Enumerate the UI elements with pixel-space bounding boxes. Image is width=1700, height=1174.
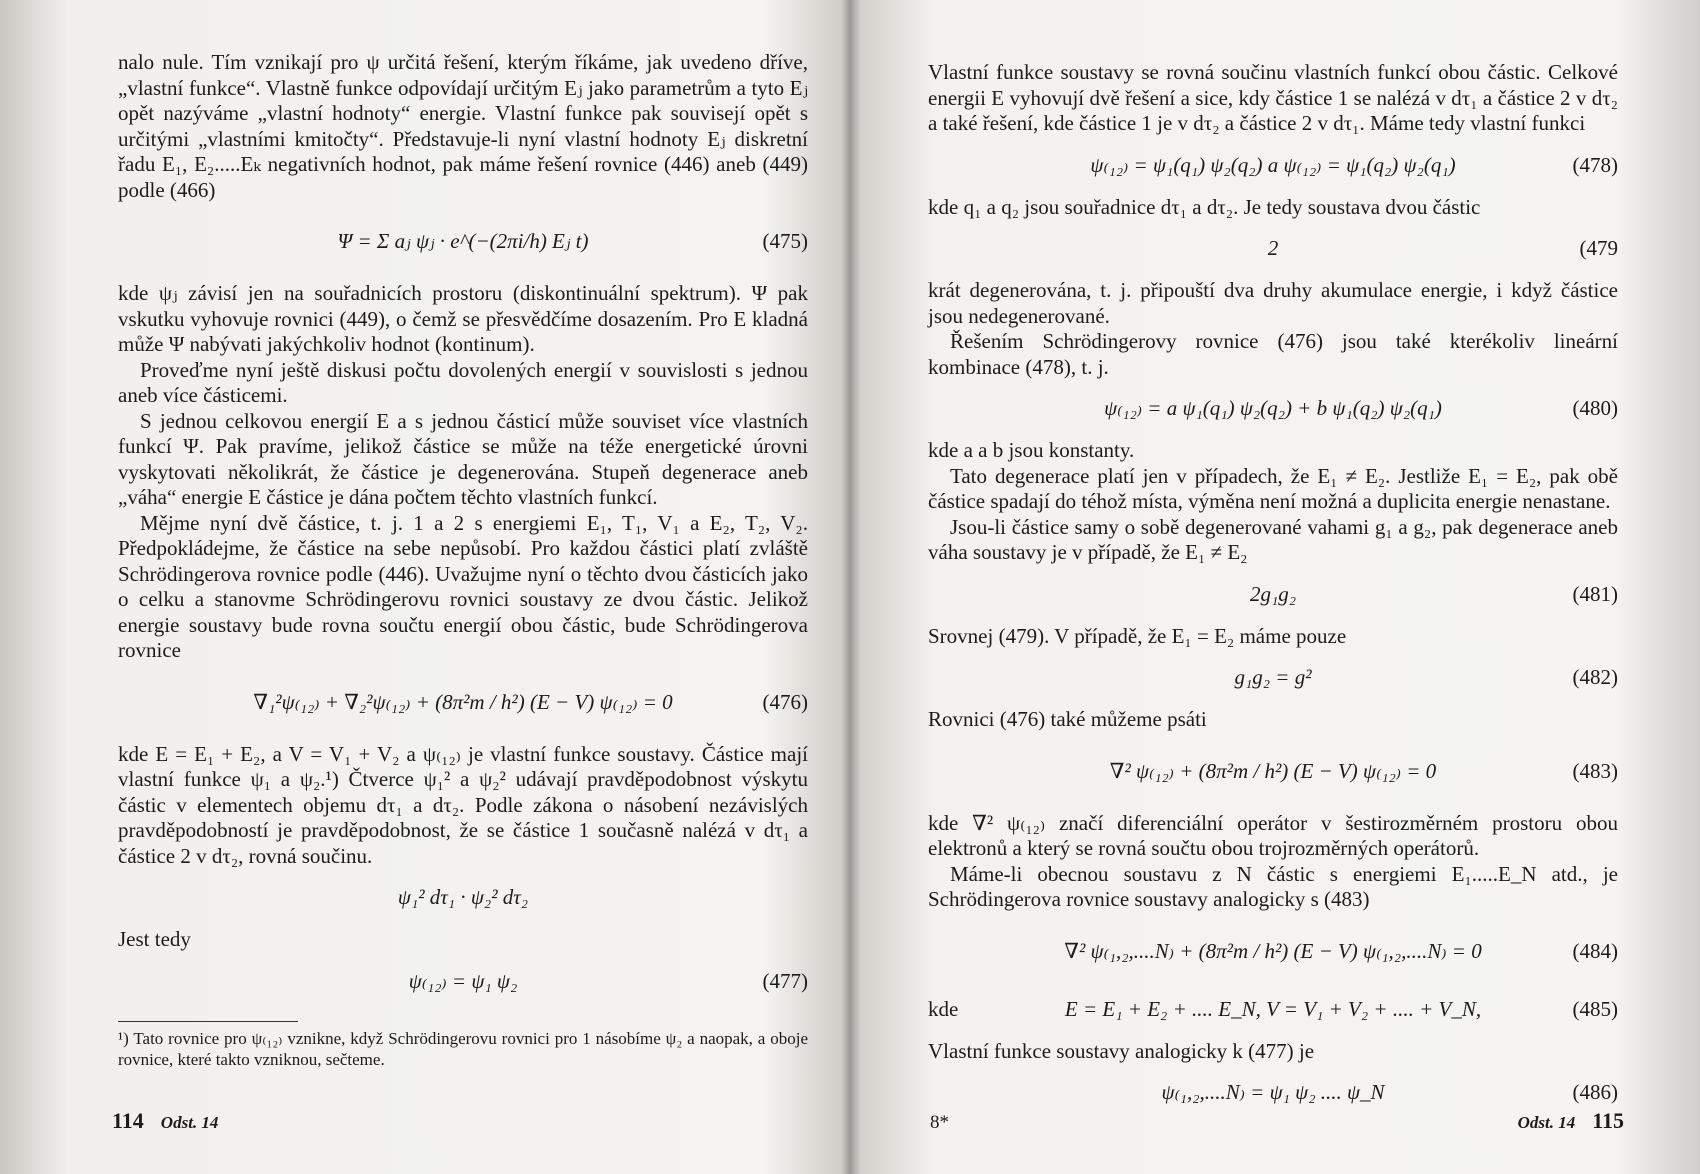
equation-number: (486) <box>1572 1080 1618 1104</box>
paragraph: Proveďme nyní ještě diskusi počtu dovolených energií v souvislosti s jednou aneb více částicemi. <box>118 357 808 407</box>
section-label: Odst. 14 <box>1517 1113 1576 1132</box>
equation-483 <box>928 743 1618 801</box>
equation-number: (483) <box>1572 758 1618 783</box>
equation-number: (484) <box>1572 938 1618 963</box>
paragraph: Vlastní funkce soustavy analogicky k (477) je <box>928 1038 1315 1063</box>
equation-number: (482) <box>1572 665 1618 689</box>
equation-expression: 2 <box>1267 236 1279 260</box>
equation-480 <box>928 390 1618 428</box>
equation-expression: ∇² ψ₍₁₂₎ + (8π²m / h²) (E − V) ψ₍₁₂₎ = 0 <box>1109 758 1437 783</box>
right-page <box>852 0 1700 1174</box>
paragraph: Rovnici (476) také můžeme psáti <box>928 707 1207 731</box>
equation-number: (478) <box>1572 152 1618 177</box>
paragraph: Srovnej (479). V případě, že E₁ = E₂ máme pouze <box>928 623 1347 648</box>
paragraph: Vlastní funkce soustavy se rovná součinu vlastních funkcí obou částic. Celkové energii E vyhovují dvě řešení a sice, kdy částice 1 se nalézá v dτ₁ a částice 2 v dτ₂ a také řešení, kde částice 1 je v dτ₂ a částice 2 v dτ₁. Máme tedy vlastní funkci <box>928 60 1618 135</box>
paragraph: kde q₁ a q₂ jsou souřadnice dτ₁ a dτ₂. Je tedy soustava dvou částic <box>928 194 1481 219</box>
equation-expression: ψ₍₁₂₎ = ψ₁(q₁) ψ₂(q₂) a ψ₍₁₂₎ = ψ₁(q₂) ψ₂(q₁) <box>1090 152 1456 177</box>
equation-lead-text: kde <box>928 996 959 1021</box>
equation-expression: ψ₍₁₂₎ = a ψ₁(q₁) ψ₂(q₂) + b ψ₁(q₂) ψ₂(q₁) <box>1104 396 1442 420</box>
left-page-footer <box>112 1108 230 1134</box>
paragraph: S jednou celkovou energií E a s jednou částicí může souviset více vlastních funkcí Ψ. Pak pravíme, jelikož částice se může na téže energetické úrovni vyskytovati několikrát, že částice je degenerována. Stupeň degenerace aneb „váha“ energie E částice je dána počtem těchto vlastních funkcí. <box>118 408 808 509</box>
equation-expression: g₁g₂ = g² <box>1234 665 1312 689</box>
paragraph: Máme-li obecnou soustavu z N částic s energiemi E₁.....E_N atd., je Schrödingerova rovnice soustavy analogicky s (483) <box>928 861 1618 911</box>
page-number: 115 <box>1592 1108 1624 1133</box>
equation-476 <box>118 674 808 732</box>
paragraph: kde ψⱼ závisí jen na souřadnicích prostoru (diskontinuální spektrum). Ψ pak vskutku vyhovuje rovnici (449), o čemž se přesvědčíme dosazením. Pro E kladná může Ψ nabývati jakýchkoliv hodnot (kontinum). <box>118 281 808 356</box>
equation-485 <box>928 991 1618 1029</box>
equation-product <box>118 879 808 917</box>
paragraph: nalo nule. Tím vznikají pro ψ určitá řešení, kterým říkáme, jak uvedeno dříve, „vlastní funkce“. Vlastně funkce odpovídají určitým Eⱼ jako parametrům a tyto Eⱼ opět nazýváme „vlastní hodnoty“ energie. Vlastní funkce pak souvisejí opět s určitými „vlastními kmitočty“. Představuje-li nyní vlastní hodnoty Eⱼ diskretní řadu E₁, E₂.....Eₖ negativních hodnot, pak máme řešení rovnice (446) aneb (449) podle (466) <box>118 50 808 202</box>
paragraph: Mějme nyní dvě částice, t. j. 1 a 2 s energiemi E₁, T₁, V₁ a E₂, T₂, V₂. Předpokládejme, že částice na sebe nepůsobí. Pro každou částici platí zvláště Schrödingerova rovnice podle (446). Uvažujme nyní o těchto dvou částicích jako o celku a stanovme Schrödingerovu rovnici soustavy ze dvou částic. Jelikož energie soustavy bude rovna součtu energií obou částic, bude Schrödingerova rovnice <box>118 510 808 662</box>
equation-expression: ∇₁²ψ₍₁₂₎ + ∇₂²ψ₍₁₂₎ + (8π²m / h²) (E − V) ψ₍₁₂₎ = 0 <box>253 689 673 714</box>
equation-number: (475) <box>762 229 808 253</box>
section-label: Odst. 14 <box>160 1113 219 1132</box>
equation-477 <box>118 963 808 1001</box>
page-number: 114 <box>112 1108 144 1133</box>
equation-expression: Ψ = Σ aⱼ ψⱼ · e^(−(2πi/h) Eⱼ t) <box>337 229 589 253</box>
equation-478 <box>928 147 1618 185</box>
equation-number: (477) <box>762 968 808 993</box>
equation-number: (476) <box>762 689 808 714</box>
paragraph: kde E = E₁ + E₂, a V = V₁ + V₂ a ψ₍₁₂₎ je vlastní funkce soustavy. Částice mají vlastní funkce ψ₁ a ψ₂.¹) Čtverce ψ₁² a ψ₂² udávají pravděpodobnost výskytu částic v elementech objemu dτ₁ a dτ₂. Podle zákona o násobení nezávislých pravděpodobností je pravděpodobnost, že se částice 1 současně nalézá v dτ₁ a částice 2 v dτ₂, rovná součinu. <box>118 741 808 868</box>
paragraph: krát degenerována, t. j. připouští dva druhy akumulace energie, i když částice jsou nedegenerované. <box>928 278 1618 328</box>
printer-signature-mark: 8* <box>930 1112 949 1133</box>
left-page <box>0 0 848 1174</box>
equation-484 <box>928 923 1618 981</box>
equation-number: (485) <box>1572 996 1618 1021</box>
equation-expression: ∇² ψ₍₁,₂,....N₎ + (8π²m / h²) (E − V) ψ₍₁,₂,....N₎ = 0 <box>1064 938 1482 963</box>
paragraph: kde a a b jsou konstanty. <box>928 438 1135 462</box>
footnote-divider <box>118 1021 298 1022</box>
equation-number: (479 <box>1579 236 1618 260</box>
left-text-column <box>118 50 808 1070</box>
equation-expression: ψ₍₁,₂,....N₎ = ψ₁ ψ₂ .... ψ_N <box>1161 1080 1385 1104</box>
equation-expression: E = E₁ + E₂ + .... E_N, V = V₁ + V₂ + .... + V_N, <box>1064 996 1482 1021</box>
equation-expression: ψ₍₁₂₎ = ψ₁ ψ₂ <box>408 968 518 993</box>
equation-expression: ψ₁² dτ₁ · ψ₂² dτ₂ <box>397 885 529 909</box>
equation-475 <box>118 213 808 271</box>
equation-number: (480) <box>1572 396 1618 420</box>
equation-479 <box>928 230 1618 268</box>
right-text-column <box>928 60 1618 1122</box>
paragraph: kde ∇² ψ₍₁₂₎ značí diferenciální operátor v šestirozměrném prostoru obou elektronů a který se rovná součtu obou trojrozměrných operátorů. <box>928 810 1618 860</box>
right-page-footer <box>1506 1108 1624 1134</box>
paragraph: Jsou-li částice samy o sobě degenerované vahami g₁ a g₂, pak degenerace aneb váha soustavy je v případě, že E₁ ≠ E₂ <box>928 514 1618 564</box>
jest-tedy-text: Jest tedy <box>118 927 191 951</box>
equation-486 <box>928 1074 1618 1112</box>
equation-481 <box>928 576 1618 614</box>
paragraph: Tato degenerace platí jen v případech, že E₁ ≠ E₂. Jestliže E₁ = E₂, pak obě částice spadají do téhož místa, výměna není možná a duplicita energie nenastane. <box>928 463 1618 513</box>
footnote: ¹) Tato rovnice pro ψ₍₁₂₎ vznikne, když Schrödingerovu rovnici pro 1 násobíme ψ₂ a naopak, a oboje rovnice, které takto vzniknou, sečteme. <box>118 1028 808 1069</box>
equation-482 <box>928 659 1618 697</box>
equation-expression: 2g₁g₂ <box>1249 581 1297 606</box>
paragraph: Řešením Schrödingerovy rovnice (476) jsou také kterékoliv lineární kombinace (478), t. j. <box>928 329 1618 379</box>
equation-number: (481) <box>1572 581 1618 606</box>
